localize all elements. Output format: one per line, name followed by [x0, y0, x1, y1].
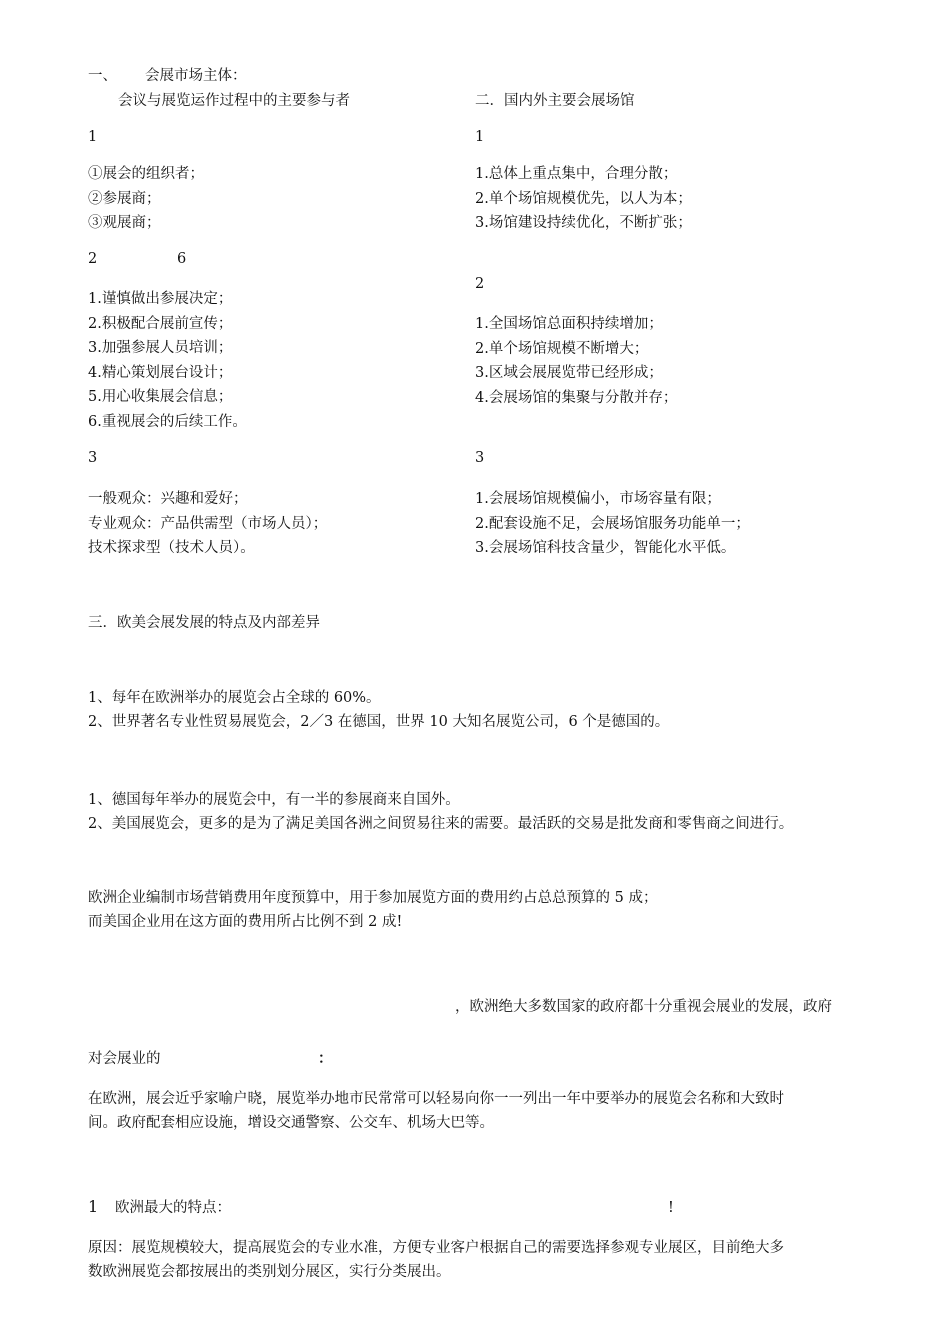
- list-item: 6.重视展会的后续工作。: [88, 413, 247, 430]
- list-item: 2.积极配合展前宣传；: [88, 315, 233, 332]
- section1-part2-number: 2: [88, 251, 98, 267]
- section2-part2-number: 2: [475, 276, 485, 292]
- section2-part1-list: [475, 162, 692, 236]
- list-item: 专业观众：产品供需型（市场人员）；: [88, 515, 328, 532]
- list-item: 3.场馆建设持续优化，不断扩张；: [475, 215, 692, 231]
- list-item: ①展会的组织者；: [88, 166, 204, 182]
- government-line: ，欧洲绝大多数国家的政府都十分重视会展业的发展，政府: [455, 999, 832, 1015]
- section2-part1-number: 1: [475, 129, 485, 145]
- section3-group2: [88, 788, 793, 836]
- list-item: 3.区域会展展览带已经形成；: [475, 365, 663, 381]
- paragraph-line: 1、德国每年举办的展览会中，有一半的参展商来自国外。: [88, 792, 460, 808]
- section2-heading: 二．国内外主要会展场馆: [475, 93, 635, 109]
- section1-part3-number: 3: [88, 450, 98, 466]
- government-paragraph: [88, 1087, 784, 1135]
- paragraph-line: 2、世界著名专业性贸易展览会，2／3 在德国，世界 10 大知名展览公司，6 个是德国的。: [88, 714, 670, 730]
- section1-subheading: 会议与展览运作过程中的主要参与者: [118, 93, 350, 109]
- paragraph-line: 在欧洲，展会近乎家喻户晓，展览举办地市民常常可以轻易向你一一列出一年中要举办的展览会名称和大致时: [88, 1091, 784, 1107]
- section1-part2-count: 6: [177, 251, 187, 267]
- section1-part3-list: [88, 487, 327, 561]
- list-item: 2.配套设施不足，会展场馆服务功能单一；: [475, 515, 750, 532]
- section1-part1-number: 1: [88, 129, 98, 145]
- list-item: 1.总体上重点集中，合理分散；: [475, 166, 678, 182]
- section1-part2-list: [88, 287, 247, 434]
- section1-heading: 会展市场主体：: [145, 68, 247, 84]
- europe-feature-exclamation: !: [668, 1200, 674, 1216]
- list-item: 4.会展场馆的集聚与分散并存；: [475, 389, 678, 406]
- list-item: 2.单个场馆规模优先，以人为本；: [475, 190, 692, 207]
- list-item: 1.全国场馆总面积持续增加；: [475, 316, 663, 332]
- section3-heading: 三．欧美会展发展的特点及内部差异: [88, 615, 320, 631]
- list-item: 技术探求型（技术人员）。: [88, 540, 255, 556]
- paragraph-line: 欧洲企业编制市场营销费用年度预算中，用于参加展览方面的费用约占总总预算的 5 成；: [88, 890, 658, 906]
- list-item: 1.会展场馆规模偏小，市场容量有限；: [475, 491, 721, 507]
- section2-part3-list: [475, 487, 750, 561]
- europe-feature-number: 1: [88, 1197, 99, 1216]
- paragraph-line: 1、每年在欧洲举办的展览会占全球的 60%。: [88, 690, 381, 706]
- government-line-continued: 对会展业的: [88, 1051, 161, 1067]
- government-colon: ：: [318, 1050, 333, 1067]
- paragraph-line: 而美国企业用在这方面的费用所占比例不到 2 成!: [88, 914, 403, 930]
- paragraph-line: 数欧洲展览会都按展出的类别划分展区，实行分类展出。: [88, 1264, 451, 1280]
- paragraph-line: 2、美国展览会，更多的是为了满足美国各洲之间贸易往来的需要。最活跃的交易是批发商和零售商之间进行。: [88, 816, 794, 832]
- list-item: ②参展商；: [88, 190, 161, 207]
- section1-heading-number: 一、: [88, 68, 117, 84]
- list-item: 5.用心收集展会信息；: [88, 389, 233, 405]
- reason-paragraph: [88, 1236, 784, 1284]
- list-item: 3.会展场馆科技含量少，智能化水平低。: [475, 540, 736, 556]
- list-item: 1.谨慎做出参展决定；: [88, 291, 233, 307]
- list-item: 2.单个场馆规模不断增大；: [475, 340, 649, 357]
- paragraph-line: 间。政府配套相应设施，增设交通警察、公交车、机场大巴等。: [88, 1115, 494, 1131]
- list-item: ③观展商；: [88, 215, 161, 231]
- europe-feature-heading: 欧洲最大的特点：: [115, 1200, 231, 1216]
- section1-part1-list: [88, 162, 204, 236]
- list-item: 4.精心策划展台设计；: [88, 364, 233, 381]
- list-item: 一般观众：兴趣和爱好；: [88, 491, 248, 507]
- section3-group3: [88, 886, 657, 934]
- section2-part2-list: [475, 312, 677, 410]
- section3-group1: [88, 686, 669, 734]
- list-item: 3.加强参展人员培训；: [88, 340, 233, 356]
- section2-part3-number: 3: [475, 450, 485, 466]
- paragraph-line: 原因：展览规模较大，提高展览会的专业水准，方便专业客户根据自己的需要选择参观专业展区，目前绝大多: [88, 1240, 784, 1256]
